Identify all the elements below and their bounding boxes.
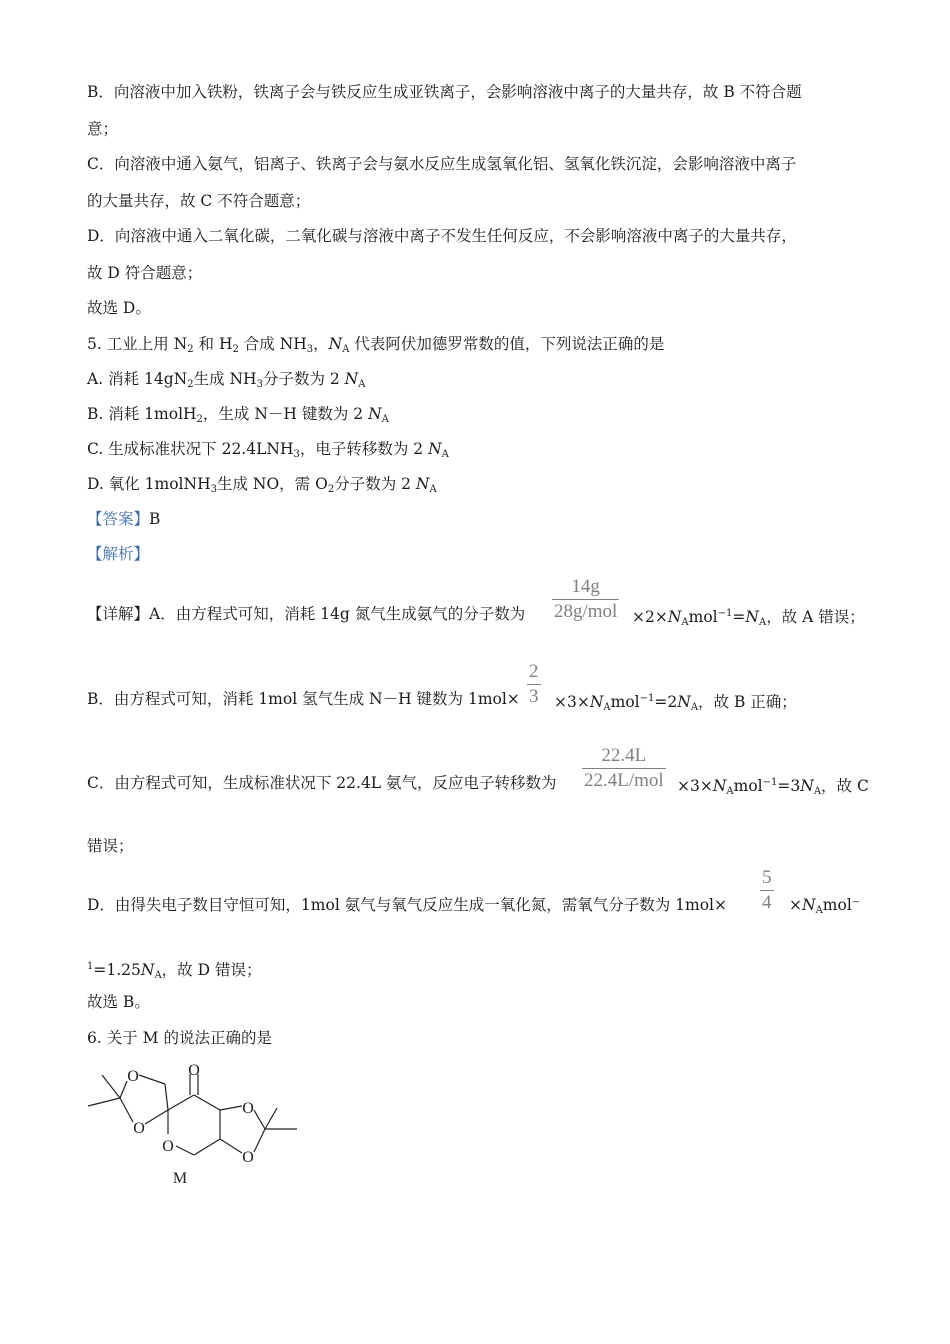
atom-o-left-top: O <box>127 1068 139 1085</box>
explanation-d-line-2: 故 D 符合题意； <box>87 264 203 282</box>
detail-c-tail: $\times 3\times N_Amol^{-1}=3N_A$，故 C <box>677 777 869 797</box>
fraction-d: $\frac{5}{4}$ <box>762 867 772 913</box>
fraction-a: 14g 28g/mol <box>554 576 618 622</box>
detail-d-tail: $\times N_Amol^-$ <box>789 896 860 916</box>
question-5-option-a: A. 消耗 $14gN_2$生成 $NH_3$分子数为 2 $N_A$ <box>87 370 366 390</box>
explanation-c-line-1: C．向溶液中通入氨气，铝离子、铁离子会与氨水反应生成氢氧化铝、氢氧化铁沉淀，会影响溶液中离子 <box>87 155 797 173</box>
molecule-m-structure <box>80 1055 310 1195</box>
question-5-option-c: C. 生成标准状况下 $22.4LNH_3$，电子转移数为 2 $N_A$ <box>87 440 449 460</box>
question-6-stem: 6. 关于 M 的说法正确的是 <box>87 1029 272 1047</box>
atom-o-left-bottom: O <box>133 1120 145 1137</box>
atom-o-ring: O <box>162 1138 174 1155</box>
molecule-label: M <box>172 1170 188 1187</box>
atom-o-right-bottom: O <box>242 1149 254 1166</box>
question-5-stem: 5. 工业上用 $N_2$ 和 $H_2$ 合成 $NH_3$，$N_A$ 代表阿伏加德罗常数的值，下列说法正确的是 <box>87 335 665 355</box>
explanation-d-line-1: D．向溶液中通入二氧化碳，二氧化碳与溶液中离子不发生任何反应，不会影响溶液中离子的大量共存， <box>87 227 797 245</box>
analysis-tag: 【解析】 <box>87 545 150 563</box>
detail-c-line-2: 错误； <box>87 837 134 855</box>
detail-b-text: B．由方程式可知，消耗 1mol 氢气生成 N－H 键数为 1mol× <box>87 690 520 708</box>
question-5-option-b: B. 消耗 1molH$_2$，生成 N－H 键数为 2 $N_A$ <box>87 405 389 425</box>
detail-d-text: D．由得失电子数目守恒可知，1mol 氨气与氧气反应生成一氧化氮，需氧气分子数为 1mol× <box>87 896 727 914</box>
fraction-b: $\frac{2}{3}$ <box>529 661 539 707</box>
detail-d-line-2: $^1=1.25N_A$，故 D 错误； <box>87 961 262 981</box>
explanation-c-line-2: 的大量共存，故 C 不符合题意； <box>87 192 311 210</box>
question-5-option-d: D. 氧化 1molNH$_3$生成 NO，需 $O_2$分子数为 2 $N_A$ <box>87 475 437 495</box>
answer-line <box>87 509 160 529</box>
answer-value: B <box>149 510 161 528</box>
detail-b-tail: $\times 3\times N_Amol^{-1}=2N_A$，故 B 正确； <box>554 693 797 713</box>
detail-a-text: 【详解】A．由方程式可知，消耗 14g 氮气生成氨气的分子数为 <box>87 605 526 623</box>
conclusion-choose-b: 故选 B。 <box>87 993 150 1011</box>
atom-o-carbonyl: O <box>188 1062 200 1079</box>
detail-c-text: C．由方程式可知，生成标准状况下 22.4L 氨气，反应电子转移数为 <box>87 774 557 792</box>
answer-tag: 【答案】 <box>87 510 150 528</box>
explanation-b-line-2: 意； <box>87 120 119 138</box>
detail-a-tail: $\times 2\times N_Amol^{-1}=N_A$，故 A 错误； <box>632 608 865 628</box>
fraction-c: 22.4L 22.4L/mol <box>584 745 664 791</box>
explanation-b-line-1: B．向溶液中加入铁粉，铁离子会与铁反应生成亚铁离子，会影响溶液中离子的大量共存，故 B 不符合题 <box>87 83 802 101</box>
conclusion-choose-d: 故选 D。 <box>87 299 151 317</box>
atom-o-right-top: O <box>242 1100 254 1117</box>
